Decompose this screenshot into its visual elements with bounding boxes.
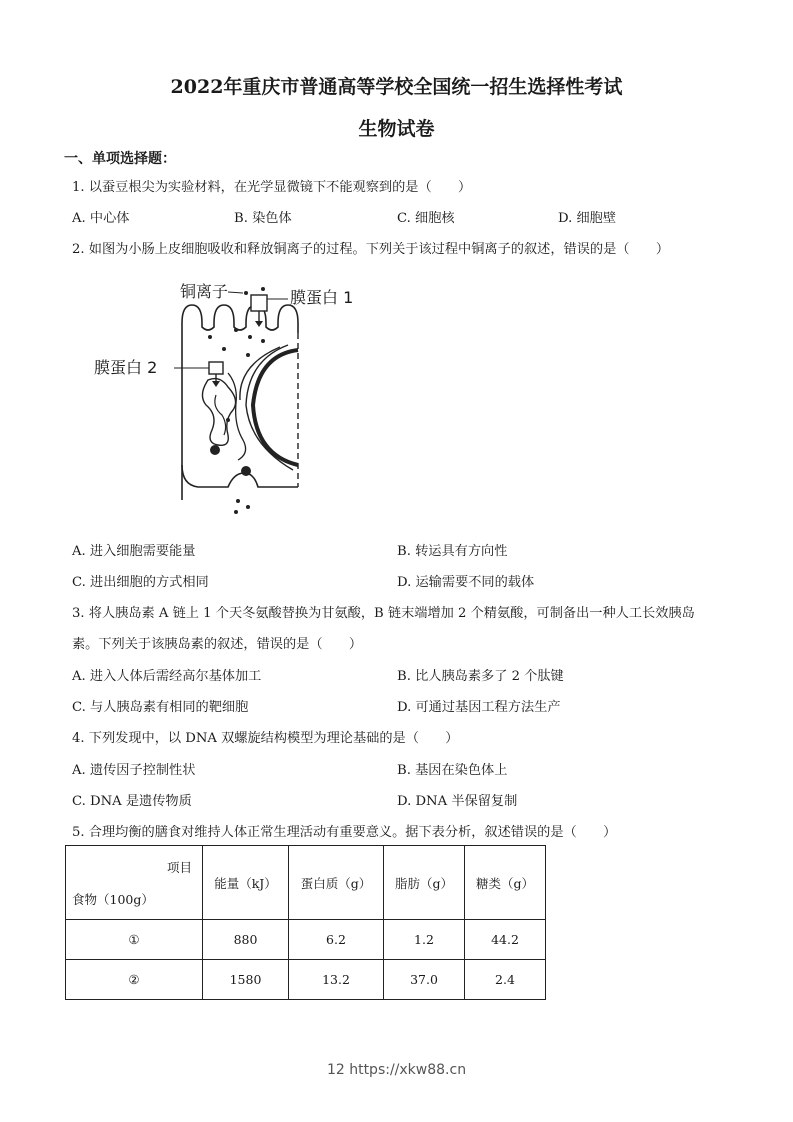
question-4-option-c: C. DNA 是遗传物质 — [72, 794, 192, 809]
question-1-option-b: B. 染色体 — [234, 211, 292, 226]
question-2-option-a: A. 进入细胞需要能量 — [72, 544, 196, 559]
question-3-option-a: A. 进入人体后需经高尔基体加工 — [72, 669, 262, 684]
question-1-option-a: A. 中心体 — [72, 211, 130, 226]
cell-carbs: 2.4 — [465, 960, 546, 1000]
question-4-option-b: B. 基因在染色体上 — [397, 763, 508, 778]
question-2-stem: 2. 如图为小肠上皮细胞吸收和释放铜离子的过程。下列关于该过程中铜离子的叙述，错误的是（ ） — [72, 242, 670, 257]
question-3-stem-line-1: 3. 将人胰岛素 A 链上 1 个天冬氨酸替换为甘氨酸，B 链末端增加 2 个精氨酸，可制备出一种人工长效胰岛 — [72, 606, 695, 621]
question-3-option-b: B. 比人胰岛素多了 2 个肽键 — [397, 669, 564, 684]
question-3-option-c: C. 与人胰岛素有相同的靶细胞 — [72, 700, 249, 715]
question-1-option-c: C. 细胞核 — [397, 211, 455, 226]
header-protein: 蛋白质（g） — [289, 846, 384, 920]
question-1-option-d: D. 细胞壁 — [558, 211, 617, 226]
cell-fat: 1.2 — [384, 920, 465, 960]
row-label: ① — [66, 920, 203, 960]
question-3-stem-line-2: 素。下列关于该胰岛素的叙述，错误的是（ ） — [72, 637, 363, 652]
row-label: ② — [66, 960, 203, 1000]
question-4-option-a: A. 遗传因子控制性状 — [72, 763, 196, 778]
membrane-protein-1-label: 膜蛋白 1 — [290, 288, 354, 307]
question-2-option-d: D. 运输需要不同的载体 — [397, 575, 535, 590]
exam-subtitle: 生物试卷 — [358, 118, 435, 140]
question-1-stem: 1. 以蚕豆根尖为实验材料，在光学显微镜下不能观察到的是（ ） — [72, 180, 472, 195]
table-corner-cell — [66, 846, 203, 920]
cell-protein: 6.2 — [289, 920, 384, 960]
cell-diagram — [88, 275, 378, 515]
nutrition-table — [65, 845, 546, 1000]
header-fat: 脂肪（g） — [384, 846, 465, 920]
header-energy: 能量（kJ） — [203, 846, 289, 920]
question-4-stem: 4. 下列发现中，以 DNA 双螺旋结构模型为理论基础的是（ ） — [72, 731, 459, 746]
corner-label-item: 项目 — [166, 860, 192, 875]
question-2-option-b: B. 转运具有方向性 — [397, 544, 508, 559]
copper-ion-label: 铜离子 — [180, 282, 229, 301]
page-footer: 12 https://xkw88.cn — [326, 1062, 467, 1078]
cell-fat: 37.0 — [384, 960, 465, 1000]
table-row — [66, 920, 546, 960]
corner-label-food: 食物（100g） — [72, 892, 154, 907]
table-header-row — [66, 846, 546, 920]
table-row — [66, 960, 546, 1000]
cell-protein: 13.2 — [289, 960, 384, 1000]
section-heading: 一、单项选择题： — [64, 151, 176, 167]
question-3-option-d: D. 可通过基因工程方法生产 — [397, 700, 561, 715]
question-4-option-d: D. DNA 半保留复制 — [397, 794, 518, 809]
cell-carbs: 44.2 — [465, 920, 546, 960]
cell-energy: 880 — [203, 920, 289, 960]
exam-title: 2022年重庆市普通高等学校全国统一招生选择性考试 — [170, 76, 623, 98]
question-2-option-c: C. 进出细胞的方式相同 — [72, 575, 209, 590]
membrane-protein-2-label: 膜蛋白 2 — [94, 358, 158, 377]
question-5-stem: 5. 合理均衡的膳食对维持人体正常生理活动有重要意义。据下表分析，叙述错误的是（ ） — [72, 825, 617, 840]
header-carbs: 糖类（g） — [465, 846, 546, 920]
cell-energy: 1580 — [203, 960, 289, 1000]
